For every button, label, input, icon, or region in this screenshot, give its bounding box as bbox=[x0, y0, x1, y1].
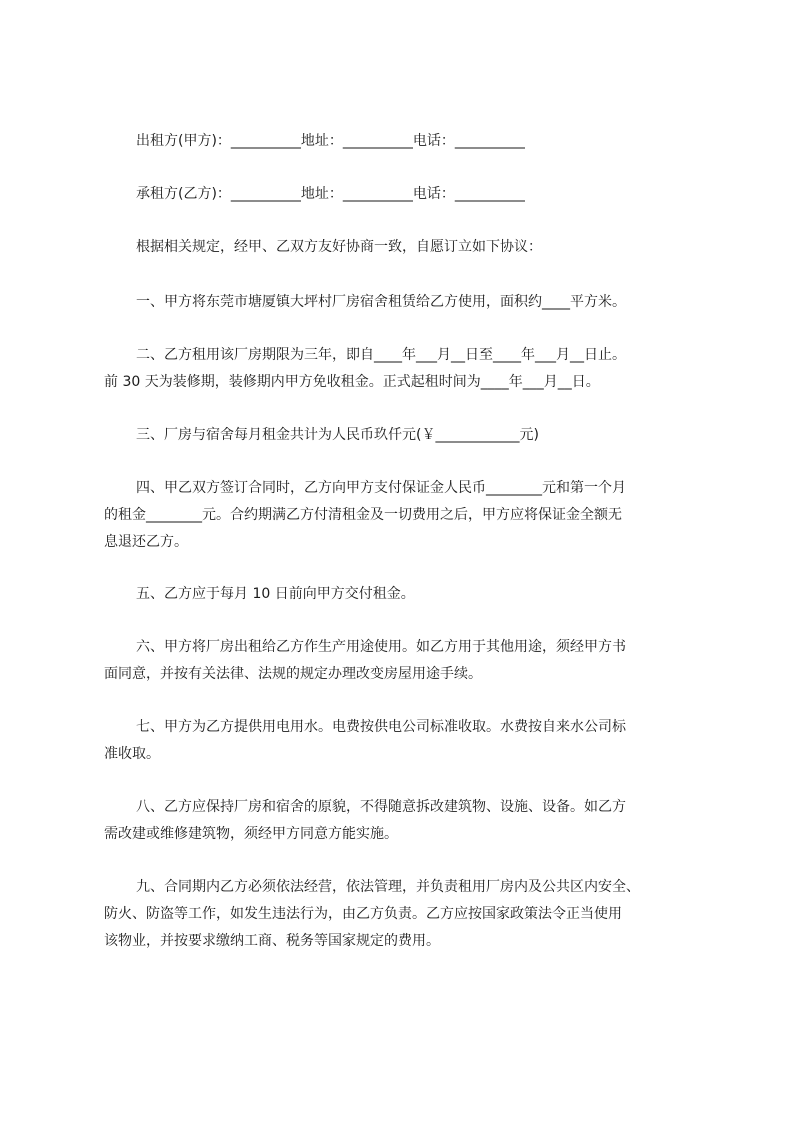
intro-paragraph: 根据相关规定，经甲、乙双方友好协商一致，自愿订立如下协议： bbox=[136, 239, 542, 255]
clause-8-line-1: 八、乙方应保持厂房和宿舍的原貌，不得随意拆改建筑物、设施、设备。如乙方 bbox=[136, 799, 626, 815]
clause-7-line-1: 七、甲方为乙方提供用电用水。电费按供电公司标准收取。水费按自来水公司标 bbox=[136, 719, 626, 735]
clause-9-line-2: 防火、防盗等工作，如发生违法行为，由乙方负责。乙方应按国家政策法令正当使用 bbox=[104, 906, 622, 922]
clause-1-line-1: 一、甲方将东莞市塘厦镇大坪村厂房宿舍租赁给乙方使用，面积约____平方米。 bbox=[136, 294, 626, 310]
clause-2-line-2: 前 30 天为装修期，装修期内甲方免收租金。正式起租时间为____年___月__日。 bbox=[104, 374, 600, 390]
clause-7-line-2: 准收取。 bbox=[104, 746, 160, 762]
clause-9-line-3: 该物业，并按要求缴纳工商、税务等国家规定的费用。 bbox=[104, 933, 440, 949]
tenant-info-line: 承租方(乙方)：__________地址：__________电话：__________ bbox=[136, 186, 525, 202]
clause-3-line-1: 三、厂房与宿舍每月租金共计为人民币玖仟元(￥____________元) bbox=[136, 427, 539, 443]
clause-4-line-2: 的租金________元。合约期满乙方付清租金及一切费用之后，甲方应将保证金全额无 bbox=[104, 507, 622, 523]
landlord-info-line: 出租方(甲方)：__________地址：__________电话：__________ bbox=[136, 133, 525, 149]
clause-6-line-2: 面同意，并按有关法律、法规的规定办理改变房屋用途手续。 bbox=[104, 666, 482, 682]
clause-4-line-1: 四、甲乙双方签订合同时，乙方向甲方支付保证金人民币________元和第一个月 bbox=[136, 480, 626, 496]
clause-6-line-1: 六、甲方将厂房出租给乙方作生产用途使用。如乙方用于其他用途，须经甲方书 bbox=[136, 639, 626, 655]
clause-4-line-3: 息退还乙方。 bbox=[104, 534, 188, 550]
clause-8-line-2: 需改建或维修建筑物，须经甲方同意方能实施。 bbox=[104, 826, 398, 842]
clause-9-line-1: 九、合同期内乙方必须依法经营，依法管理，并负责租用厂房内及公共区内安全、 bbox=[136, 879, 640, 895]
clause-2-line-1: 二、乙方租用该厂房期限为三年，即自____年___月__日至____年___月__日止。 bbox=[136, 347, 626, 363]
clause-5-line-1: 五、乙方应于每月 10 日前向甲方交付租金。 bbox=[136, 586, 415, 602]
